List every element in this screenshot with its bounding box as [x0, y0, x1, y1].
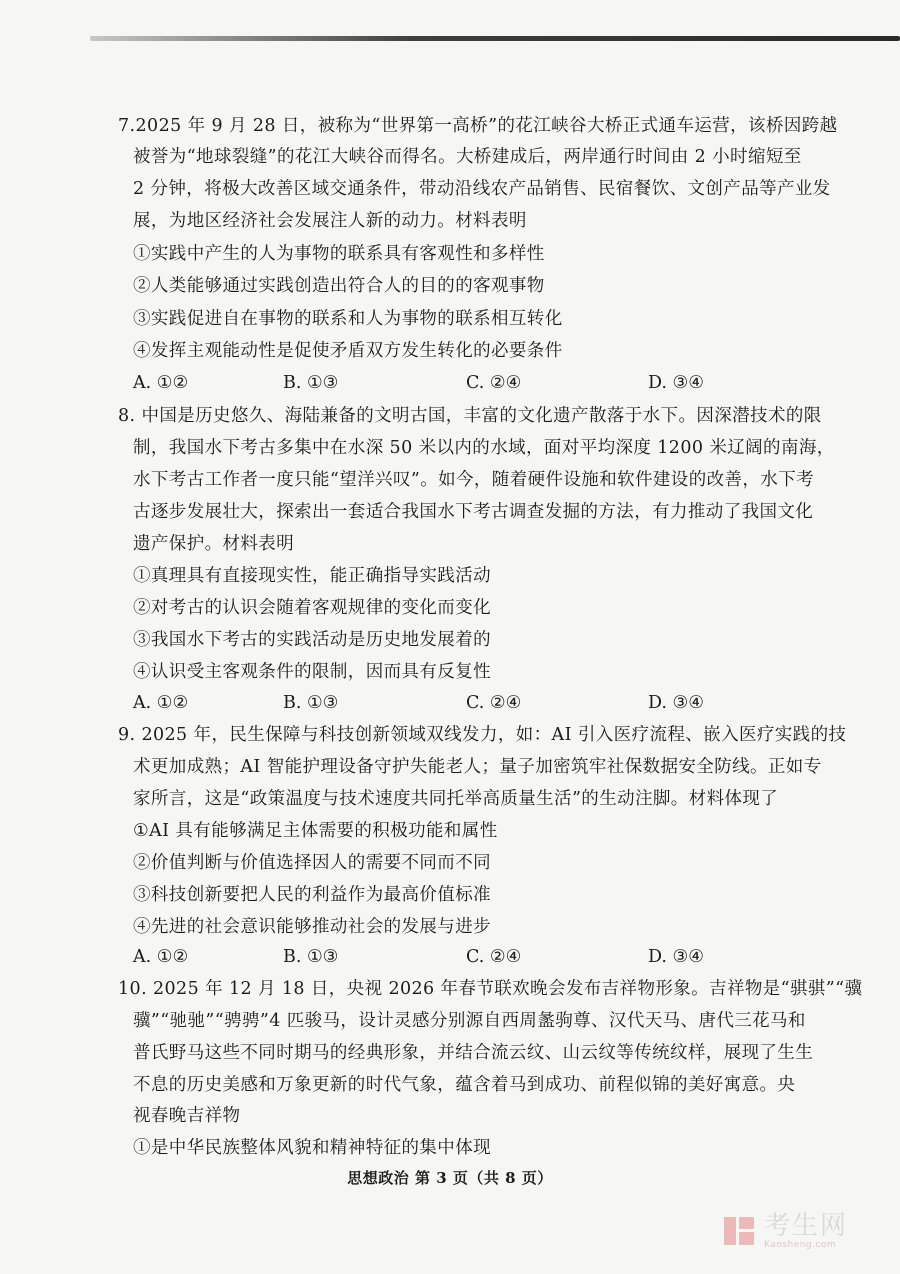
question-8-stem-line-4: 古逐步发展壮大，探索出一套适合我国水下考古调查发掘的方法，有力推动了我国文化: [133, 502, 814, 522]
question-9-choice-b: B. ①③: [283, 947, 339, 967]
question-7-choice-b: B. ①③: [283, 373, 339, 393]
watermark: [722, 1208, 882, 1254]
question-8-option-3: ③我国水下考古的实践活动是历史地发展着的: [133, 630, 491, 650]
question-8-option-4: ④认识受主客观条件的限制，因而具有反复性: [133, 662, 491, 682]
question-9-stem-line-2: 术更加成熟；AI 智能护理设备守护失能老人；量子加密筑牢社保数据安全防线。正如专: [133, 757, 822, 777]
question-8-choice-d: D. ③④: [648, 693, 704, 713]
question-9-stem-line-1: 9. 2025 年，民生保障与科技创新领域双线发力，如：AI 引入医疗流程、嵌入医疗实践的技: [118, 725, 847, 745]
question-7-stem-line-4: 展，为地区经济社会发展注人新的动力。材料表明: [133, 211, 527, 231]
question-8-stem-line-3: 水下考古工作者一度只能“望洋兴叹”。如今，随着硬件设施和软件建设的改善，水下考: [133, 470, 814, 490]
watermark-logo-icon: [722, 1214, 756, 1248]
question-8-option-2: ②对考古的认识会随着客观规律的变化而变化: [133, 598, 491, 618]
question-10-option-1: ①是中华民族整体风貌和精神特征的集中体现: [133, 1138, 491, 1158]
question-9-option-3: ③科技创新要把人民的利益作为最高价值标准: [133, 885, 491, 905]
question-7-option-2: ②人类能够通过实践创造出符合人的目的的客观事物: [133, 276, 545, 296]
question-9-choice-c: C. ②④: [466, 947, 522, 967]
question-7-stem-line-1: 7.2025 年 9 月 28 日，被称为“世界第一高桥”的花江峡谷大桥正式通车运营，该桥因跨越: [118, 116, 838, 136]
question-8-stem-line-2: 制，我国水下考古多集中在水深 50 米以内的水域，面对平均深度 1200 米辽阔的南海，: [133, 438, 835, 458]
question-10-stem-line-5: 视春晚吉祥物: [133, 1106, 241, 1126]
question-7-option-1: ①实践中产生的人为事物的联系具有客观性和多样性: [133, 244, 545, 264]
question-7-choice-d: D. ③④: [648, 373, 704, 393]
question-10-stem-line-4: 不息的历史美感和万象更新的时代气象，蕴含着马到成功、前程似锦的美好寓意。央: [133, 1075, 796, 1095]
question-10-stem-line-1: 10. 2025 年 12 月 18 日，央视 2026 年春节联欢晚会发布吉祥物形象。吉祥物是“骐骐”“骥: [118, 979, 863, 999]
question-7-stem-line-3: 2 分钟，将极大改善区域交通条件，带动沿线农产品销售、民宿餐饮、文创产品等产业发: [133, 179, 831, 199]
question-7-option-3: ③实践促进自在事物的联系和人为事物的联系相互转化: [133, 309, 563, 329]
question-8-choice-b: B. ①③: [283, 693, 339, 713]
question-8-option-1: ①真理具有直接现实性，能正确指导实践活动: [133, 566, 491, 586]
question-7-option-4: ④发挥主观能动性是促使矛盾双方发生转化的必要条件: [133, 341, 563, 361]
watermark-url: Kaosheng.com: [764, 1239, 837, 1250]
question-9-option-2: ②价值判断与价值选择因人的需要不同而不同: [133, 853, 491, 873]
question-9-option-1: ①AI 具有能够满足主体需要的积极功能和属性: [133, 821, 498, 841]
question-8-stem-line-1: 8. 中国是历史悠久、海陆兼备的文明古国，丰富的文化遗产散落于水下。因深潜技术的限: [118, 406, 822, 426]
question-8-choice-a: A. ①②: [133, 693, 189, 713]
question-9-option-4: ④先进的社会意识能够推动社会的发展与进步: [133, 917, 491, 937]
question-9-stem-line-3: 家所言，这是“政策温度与技术速度共同托举高质量生活”的生动注脚。材料体现了: [133, 789, 779, 809]
question-8-stem-line-5: 遗产保护。材料表明: [133, 534, 295, 554]
question-8-choice-c: C. ②④: [466, 693, 522, 713]
question-7-stem-line-2: 被誉为“地球裂缝”的花江大峡谷而得名。大桥建成后，两岸通行时间由 2 小时缩短至: [133, 147, 802, 167]
question-10-stem-line-3: 普氏野马这些不同时期马的经典形象，并结合流云纹、山云纹等传统纹样，展现了生生: [133, 1043, 814, 1063]
question-9-choice-d: D. ③④: [648, 947, 704, 967]
question-9-choice-a: A. ①②: [133, 947, 189, 967]
watermark-text: 考生网: [764, 1210, 849, 1241]
question-7-choice-a: A. ①②: [133, 373, 189, 393]
question-10-stem-line-2: 骥”“驰驰”“骋骋”4 匹骏马，设计灵感分别源自西周盠驹尊、汉代天马、唐代三花马和: [133, 1011, 806, 1031]
page-footer: 思想政治 第 3 页（共 8 页）: [347, 1169, 553, 1187]
question-7-choice-c: C. ②④: [466, 373, 522, 393]
